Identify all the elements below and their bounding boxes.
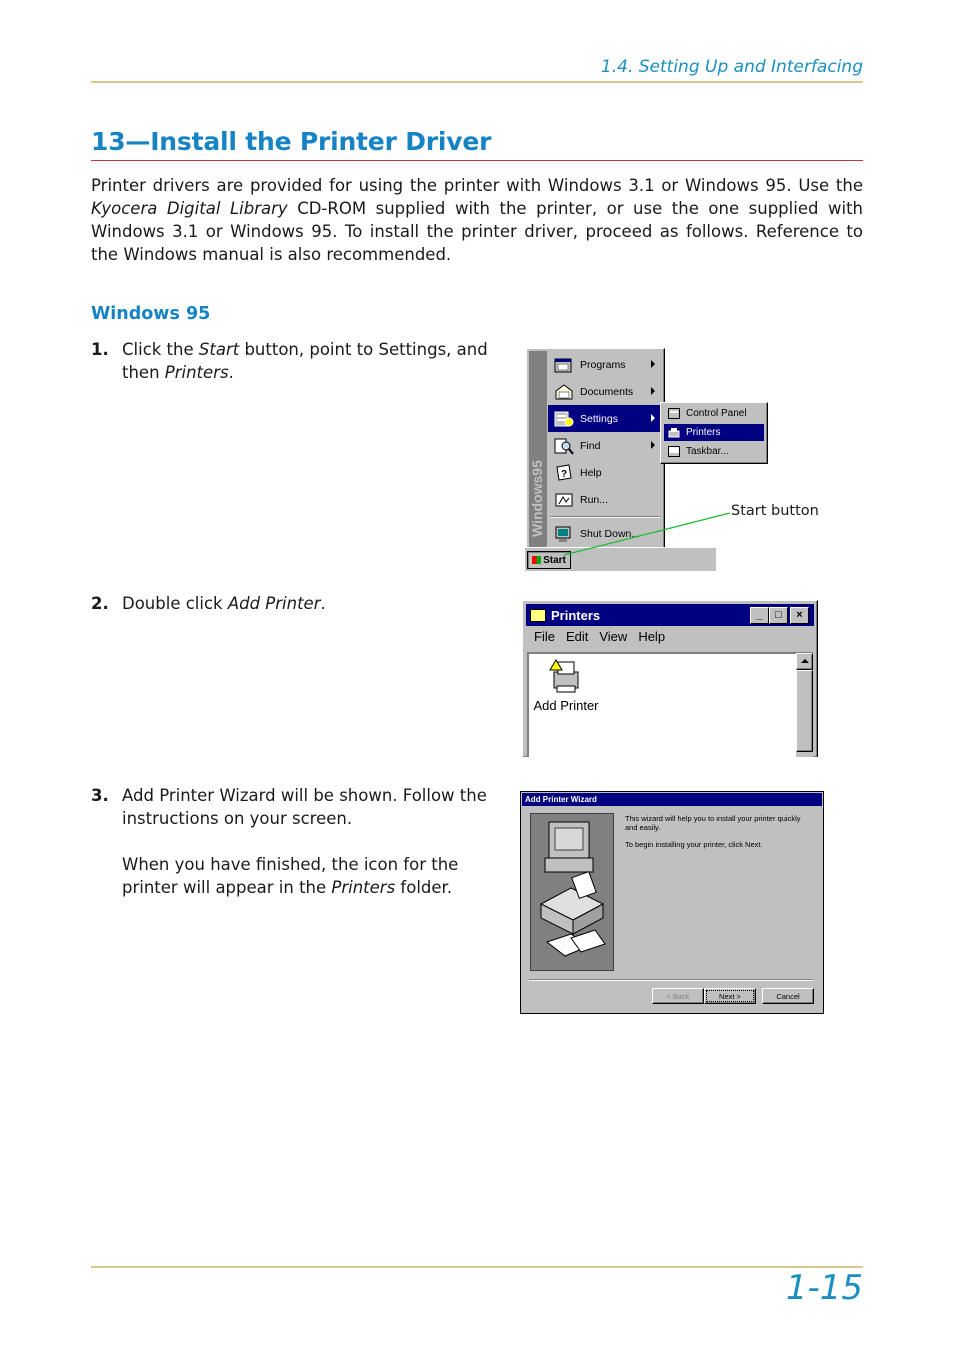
control-panel-icon bbox=[668, 408, 680, 419]
footer-rule bbox=[91, 1266, 863, 1268]
step-number: 1. bbox=[91, 340, 109, 359]
intro-text-end: CD-ROM supplied with the printer, or use the one supplied with Windows 3.1 or Windows 95. To install the printer driver, proceed as follows. Reference to the Windows manual is also recommended. bbox=[91, 199, 863, 264]
start-menu-item-shutdown[interactable]: Shut Down... bbox=[548, 520, 661, 547]
scroll-up-arrow-icon bbox=[801, 659, 809, 663]
start-menu-item-settings[interactable]: Settings bbox=[548, 405, 661, 432]
add-printer-item[interactable] bbox=[531, 656, 601, 713]
intro-italic: Kyocera Digital Library bbox=[91, 199, 288, 218]
scroll-thumb[interactable] bbox=[796, 670, 813, 752]
step-number: 3. bbox=[91, 786, 109, 805]
menu-bar bbox=[529, 629, 671, 649]
taskbar-icon bbox=[668, 446, 680, 457]
step-text: Click the Start button, point to Settings, and then Printers. bbox=[122, 340, 488, 382]
submenu-item-printers[interactable]: Printers bbox=[664, 424, 764, 441]
wizard-illustration bbox=[530, 813, 614, 971]
submenu-item-control-panel[interactable]: Control Panel bbox=[664, 405, 764, 422]
next-button[interactable]: Next > bbox=[704, 988, 756, 1004]
printers-window bbox=[522, 600, 818, 757]
subheading-windows95: Windows 95 bbox=[91, 304, 211, 324]
wizard-separator bbox=[529, 979, 813, 981]
section-title: 13—Install the Printer Driver bbox=[91, 127, 492, 156]
printers-client-area bbox=[527, 652, 813, 757]
settings-icon bbox=[554, 410, 574, 428]
page-number: 1-15 bbox=[785, 1268, 863, 1308]
printer-folder-icon bbox=[530, 609, 546, 622]
running-head: 1.4. Setting Up and Interfacing bbox=[600, 57, 863, 77]
start-menu-item-help[interactable]: ? Help bbox=[548, 459, 661, 486]
wizard-instruction-text: To begin installing your printer, click Next. bbox=[625, 840, 763, 849]
scroll-up-button[interactable] bbox=[796, 653, 813, 670]
callout-label: Start button bbox=[731, 503, 819, 519]
step-text: Add Printer Wizard will be shown. Follow the instructions on your screen. When you have finished, the icon for the printer will appear in the Printers folder. bbox=[122, 786, 487, 897]
svg-text:?: ? bbox=[561, 468, 568, 480]
submenu-item-taskbar[interactable]: Taskbar... bbox=[664, 443, 764, 460]
menu-help[interactable]: Help bbox=[638, 629, 666, 644]
add-printer-icon bbox=[548, 656, 584, 696]
settings-submenu bbox=[660, 402, 768, 464]
start-menu-item-programs[interactable]: Programs bbox=[548, 351, 661, 378]
windows-logo-icon bbox=[532, 556, 541, 564]
help-icon bbox=[554, 464, 574, 482]
computer-printer-icon bbox=[531, 814, 613, 970]
start-menu-banner: Windows95 bbox=[529, 351, 547, 547]
printers-icon bbox=[668, 427, 680, 438]
documents-icon bbox=[554, 383, 574, 401]
vertical-scrollbar[interactable] bbox=[796, 653, 813, 757]
minimize-button[interactable]: _ bbox=[750, 607, 769, 624]
start-menu-item-documents[interactable]: Documents bbox=[548, 378, 661, 405]
step-3 bbox=[91, 784, 501, 904]
start-menu-item-run[interactable]: Run... bbox=[548, 486, 661, 513]
find-icon bbox=[554, 437, 574, 455]
wizard-text bbox=[625, 814, 815, 849]
header-rule bbox=[91, 81, 863, 83]
wizard-intro-text: This wizard will help you to install your printer quickly and easily. bbox=[625, 814, 801, 832]
programs-icon bbox=[554, 356, 574, 374]
step-number: 2. bbox=[91, 594, 109, 613]
add-printer-wizard bbox=[520, 791, 824, 1014]
intro-text: Printer drivers are provided for using the printer with Windows 3.1 or Windows 95. Use the bbox=[91, 176, 863, 195]
step-2 bbox=[91, 592, 491, 617]
menu-file[interactable]: File bbox=[534, 629, 555, 644]
close-button[interactable]: × bbox=[790, 607, 809, 624]
maximize-button[interactable]: □ bbox=[769, 607, 788, 624]
wizard-titlebar[interactable]: Add Printer Wizard bbox=[522, 793, 822, 806]
start-button-label: Start bbox=[543, 554, 566, 566]
intro-paragraph bbox=[91, 174, 863, 266]
menu-edit[interactable]: Edit bbox=[565, 629, 589, 644]
start-menu-item-find[interactable]: Find bbox=[548, 432, 661, 459]
add-printer-label: Add Printer bbox=[533, 698, 599, 713]
callout-line bbox=[560, 505, 740, 565]
cancel-button[interactable]: Cancel bbox=[762, 988, 814, 1004]
printers-titlebar[interactable] bbox=[526, 604, 814, 626]
step-text: Double click Add Printer. bbox=[122, 594, 326, 613]
section-rule bbox=[91, 160, 863, 161]
step-1 bbox=[91, 338, 491, 388]
window-title: Printers bbox=[551, 607, 601, 623]
back-button[interactable]: < Back bbox=[652, 988, 704, 1004]
menu-view[interactable]: View bbox=[599, 629, 628, 644]
